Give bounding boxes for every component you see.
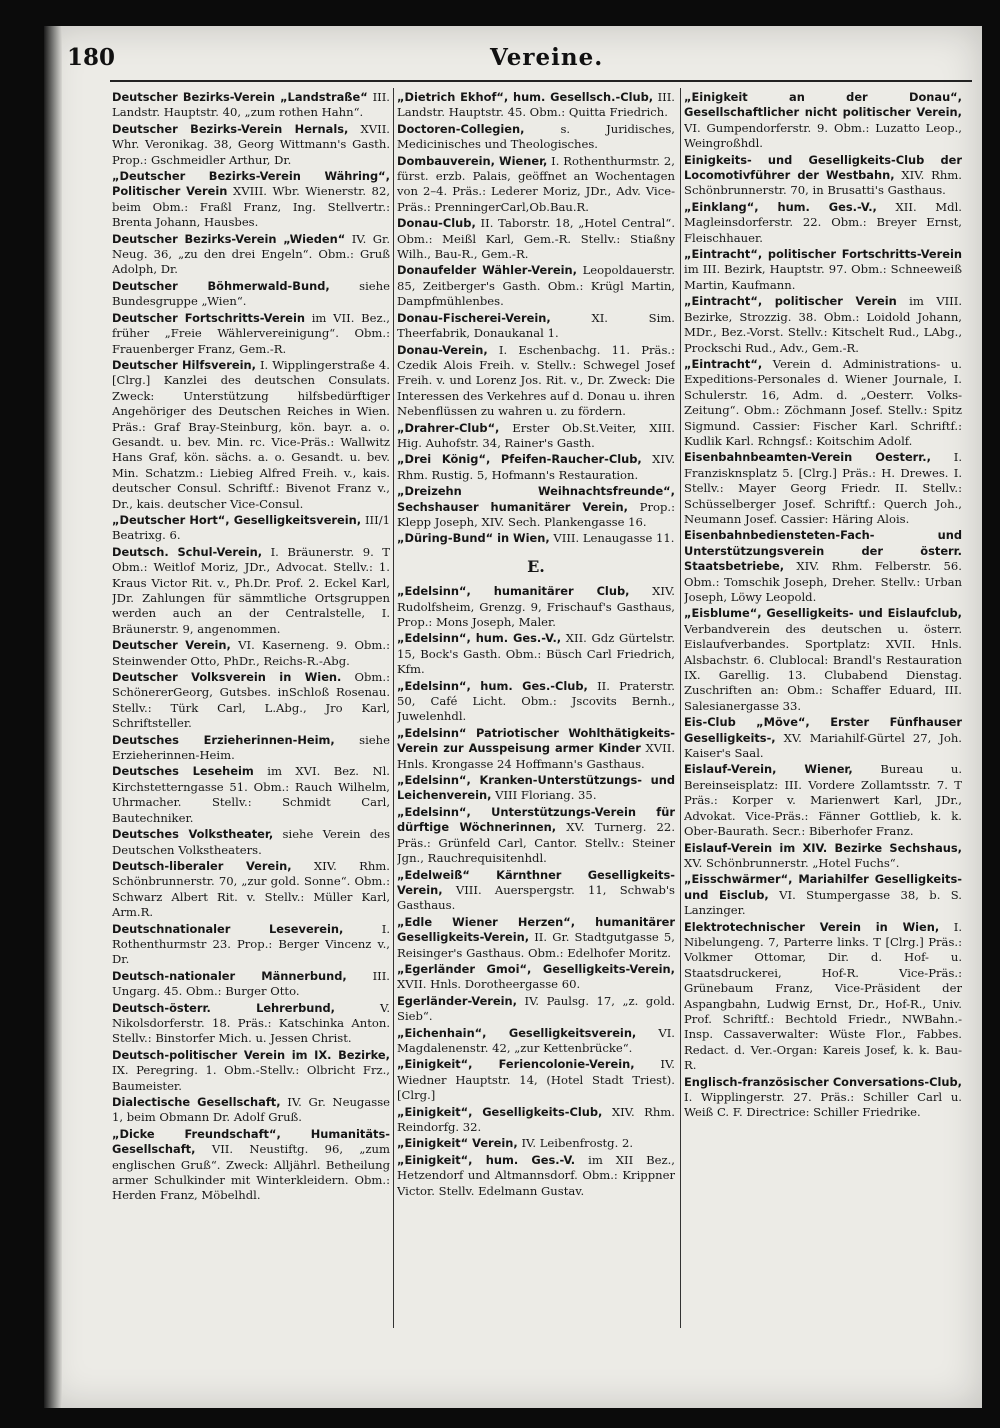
entry-heading: „Dicke Freundschaft“, Humanitäts-Gesellschaft,: [112, 1126, 390, 1157]
directory-entry: [112, 311, 390, 357]
entry-heading: „Düring-Bund“ in Wien,: [397, 531, 550, 546]
directory-entry: [684, 528, 962, 605]
entry-details: IV. Wiedner Hauptstr. 14, (Hotel Stadt Triest). [Clrg.]: [397, 1057, 675, 1103]
entry-details: im XVI. Bez. Nl. Kirchstetterngasse 51. Obm.: Rauch Wilhelm, Uhrmacher. Stellv.: Schmidt Carl, Bautechniker.: [112, 764, 390, 825]
entry-details: siehe Bundesgruppe „Wien“.: [112, 278, 390, 309]
entry-details: XIV. Rhm. Felberstr. 56. Obm.: Tomschik Joseph, Dreher. Stellv.: Urban Joseph, Löwy Leopold.: [684, 559, 962, 604]
entry-details: Leopoldauerstr. 85, Zeitberger's Gasth. Obm.: Krügl Martin, Dampfmühlenbes.: [397, 263, 675, 309]
entry-details: XIV. Rhm. Rustig. 5, Hofmann's Restauration.: [397, 452, 675, 482]
directory-entry: [397, 994, 675, 1025]
entry-heading: „Egerländer Gmoi“, Geselligkeits-Verein,: [397, 961, 675, 976]
entry-heading: „Einigkeit“ Verein,: [397, 1136, 518, 1151]
entry-heading: Eis-Club „Möve“, Erster Fünfhauser Geselligkeits-,: [684, 715, 962, 745]
entry-heading: Doctoren-Collegien,: [397, 121, 525, 136]
entry-heading: „Edelsinn“, Unterstützungs-Verein für dürftige Wöchnerinnen,: [397, 804, 675, 835]
entry-heading: Englisch-französischer Conversations-Club,: [684, 1074, 962, 1089]
directory-entry: [112, 638, 390, 669]
directory-entry: [684, 90, 962, 152]
directory-entry: [397, 1153, 675, 1199]
entry-heading: Deutscher Bezirks-Verein „Wieden“: [112, 231, 346, 246]
entry-heading: „Drahrer-Club“,: [397, 420, 500, 435]
entry-details: im VII. Bez., früher „Freie Wählervereinigung“. Obm.: Frauenberger Franz, Gem.-R.: [112, 310, 390, 356]
entry-heading: „Einigkeit“, Geselligkeits-Club,: [397, 1104, 603, 1119]
entry-details: Erster Ob.St.Veiter, XIII. Hig. Auhofstr. 34, Rainer's Gasth.: [397, 420, 675, 450]
entry-details: VIII. Auerspergstr. 11, Schwab's Gasthaus.: [397, 882, 675, 913]
directory-entry: [397, 1136, 675, 1151]
directory-entry: [397, 805, 675, 867]
entry-heading: Deutsch. Schul-Verein,: [112, 544, 263, 559]
directory-entry: [397, 962, 675, 993]
column-middle: [397, 90, 675, 1330]
entry-details: XV. Mariahilf-Gürtel 27, Joh. Kaiser's Saal.: [684, 730, 962, 761]
entry-heading: „Dietrich Ekhof“, hum. Gesellsch.-Club,: [397, 90, 654, 104]
entry-heading: Donau-Fischerei-Verein,: [397, 310, 551, 325]
directory-entry: [112, 232, 390, 278]
entry-heading: „Drei König“, Pfeifen-Raucher-Club,: [397, 452, 642, 467]
entry-details: II. Gr. Stadtgutgasse 5, Reisinger's Gasthaus. Obm.: Edelhofer Moritz.: [397, 930, 675, 960]
column-rule-left: [393, 88, 394, 1328]
entry-heading: Deutschnationaler Leseverein,: [112, 921, 344, 936]
directory-entry: [397, 452, 675, 483]
directory-entry: [684, 450, 962, 527]
directory-entry: [684, 715, 962, 761]
entry-heading: „Eintracht“, politischer Fortschritts-Verein: [684, 247, 962, 262]
entry-heading: Deutsches Leseheim: [112, 764, 254, 779]
entry-details: V. Nikolsdorferstr. 18. Präs.: Katschinka Anton. Stellv.: Binstorfer Mich. u. Jessen Christ.: [112, 1000, 390, 1046]
entry-heading: Elektrotechnischer Verein in Wien,: [684, 919, 940, 934]
entry-details: XIV. Rudolfsheim, Grenzg. 9, Frischauf's Gasthaus, Prop.: Mons Joseph, Maler.: [397, 584, 675, 629]
directory-entry: [397, 311, 675, 342]
directory-entry: [397, 584, 675, 630]
directory-entry: [112, 764, 390, 826]
entry-details: im VIII. Bezirke, Strozzig. 38. Obm.: Loidold Johann, MDr., Bez.-Vorst. Stellv.: Kitschelt Rud., LAbg., Prockschi Rud., Adv., Gem.-R.: [684, 294, 962, 355]
entry-details: I. Eschenbachg. 11. Präs.: Czedik Alois Freih. v. Stellv.: Schwegel Josef Freih. v. und Lorenz Jos. Rit. v., Dr. Zweck: Die Interessen des Verkehres auf d. Donau u. ihren Nebenflüssen zu wahren u. zu fördern.: [397, 342, 675, 419]
directory-entry: [112, 1127, 390, 1204]
entry-heading: Eislauf-Verein, Wiener,: [684, 762, 853, 777]
entry-heading: „Dreizehn Weihnachtsfreunde“, Sechshauser humanitärer Verein,: [397, 484, 675, 514]
entry-details: XVIII. Wbr. Wienerstr. 82, beim Obm.: Fraßl Franz, Ing. Stellvertr.: Brenta Johann, Hausbes.: [112, 184, 390, 230]
directory-entry: [112, 358, 390, 512]
entry-details: XVII. Hnls. Dorotheergasse 60.: [397, 977, 581, 992]
directory-entry: [397, 90, 675, 121]
directory-entry: [397, 679, 675, 725]
entry-details: I. Wipplingerstr. 27. Präs.: Schiller Carl u. Weiß C. F. Directrice: Schiller Friedrike.: [684, 1090, 962, 1120]
entry-details: I. Franzisknsplatz 5. [Clrg.] Präs.: H. Drewes. I. Stellv.: Mayer Georg Friedr. II. Stellv.: Schüsselberger Josef. Schriftf.: Querch Joh., Neumann Josef. Cassier: Häring Alois.: [684, 450, 962, 526]
directory-entry: [397, 915, 675, 961]
entry-heading: Deutscher Verein,: [112, 638, 231, 653]
column-right: [684, 90, 962, 1330]
entry-details: VII. Neustiftg. 96, „zum englischen Gruß“. Zweck: Alljährl. Betheilung armer Schulkinder mit Winterkleidern. Obm.: Herden Franz, Möbelhdl.: [112, 1142, 390, 1203]
entry-details: Bureau u. Bereinseisplatz: III. Vordere Zollamtsstr. 7. T Präs.: Korper v. Marienwert Karl, JDr., Advokat. Vice-Präs.: Fänner Gottlieb, k. k. Ober-Baurath. Secr.: Biberhofer Franz.: [684, 762, 962, 839]
entry-heading: „Eintracht“,: [684, 356, 763, 371]
column-left: [112, 90, 390, 1330]
directory-entry: [684, 357, 962, 449]
entry-details: I. Nibelungeng. 7, Parterre links. T [Clrg.] Präs.: Volkmer Ottomar, Dir. d. Hof- u. Staatsdruckerei, Hof-R. Vice-Präs.: Grünebaum Franz, Vice-Präsident der Aspangbahn, Ludwig Ernst, Dr., Hof-R., Univ. Prof. Schriftf.: Bechtold Friedr., NWBahn.-Insp. Cassaverwalter: Wüste Flor., Fabbes. Redact. d. Ver.-Organ: Kareis Josef, k. k. Bau-R.: [684, 919, 962, 1073]
entry-heading: „Einigkeit“, hum. Ges.-V.: [397, 1152, 576, 1167]
directory-entry: [397, 531, 675, 546]
entry-details: VIII Floriang. 35.: [495, 788, 597, 803]
directory-entry: [397, 726, 675, 772]
directory-entry: [397, 868, 675, 914]
entry-details: IV. Leibenfrostg. 2.: [521, 1136, 634, 1151]
directory-entry: [684, 762, 962, 839]
entry-details: im XII Bez., Hetzendorf und Altmannsdorf. Obm.: Krippner Victor. Stellv. Edelmann Gustav.: [397, 1152, 675, 1198]
directory-entry: [397, 263, 675, 309]
entry-details: VI. Magdalenenstr. 42, „zur Kettenbrücke“.: [397, 1025, 675, 1055]
entry-heading: Deutscher Bezirks-Verein Hernals,: [112, 121, 349, 136]
entry-details: Obm.: SchönererGeorg, Gutsbes. inSchloß Rosenau. Stellv.: Türk Carl, L.Abg., Jro Karl, Schriftsteller.: [112, 670, 390, 731]
entry-heading: Donau-Club,: [397, 216, 476, 231]
entry-details: I. Rothenthurmstr. 2, fürst. erzb. Palais, geöffnet an Wochentagen von 2–4. Präs.: Lederer Moriz, JDr., Adv. Vice-Präs.: PrenningerCarl,Ob.Bau.R.: [397, 153, 675, 214]
directory-entry: [112, 279, 390, 310]
directory-entry: [112, 670, 390, 732]
entry-details: I. Bräunerstr. 9. T Obm.: Weitlof Moriz, JDr., Advocat. Stellv.: 1. Kraus Victor Rit. v., Ph.Dr. Prof. 2. Eckel Karl, JDr. Zahlungen für sämmtliche Ortsgruppen werden auch an der Centralstelle, I. Bräunerstr. 9, angenommen.: [112, 544, 390, 636]
entry-heading: „Eisschwärmer“, Mariahilfer Geselligkeits- und Eisclub,: [684, 872, 962, 902]
entry-heading: Deutscher Volksverein in Wien.: [112, 670, 342, 685]
directory-entry: [397, 773, 675, 804]
directory-entry: [112, 169, 390, 231]
entry-heading: Donaufelder Wähler-Verein,: [397, 263, 577, 278]
entry-heading: Deutscher Böhmerwald-Bund,: [112, 278, 330, 293]
entry-details: Verein d. Administrations- u. Expeditions-Personales d. Wiener Journale, I. Schulerstr. 16, Adm. d. „Oesterr. Volks-Zeitung“. Obm.: Zöchmann Josef. Stellv.: Spitz Sigmund. Cassier: Fischer Karl. Schriftf.: Kudlik Karl. Rchngsf.: Koitschim Adolf.: [684, 356, 962, 448]
entry-details: III. Landstr. Hauptstr. 45. Obm.: Quitta Friedrich.: [397, 90, 675, 120]
entry-details: VIII. Lenaugasse 11.: [553, 531, 675, 546]
page-binding-edge: [44, 26, 62, 1408]
entry-details: siehe Erzieherinnen-Heim.: [112, 732, 390, 763]
entry-heading: „Edelsinn“, hum. Ges.-Club,: [397, 678, 588, 693]
directory-entry: [684, 920, 962, 1074]
entry-heading: „Deutscher Hort“, Geselligkeitsverein,: [112, 512, 362, 527]
entry-details: siehe Verein des Deutschen Volkstheaters.: [112, 827, 390, 857]
page-number: 180: [67, 44, 116, 71]
entry-heading: „Edelsinn“ Patriotischer Wohlthätigkeits-Verein zur Ausspeisung armer Kinder: [397, 725, 675, 756]
directory-entry: [112, 1001, 390, 1047]
entry-heading: Deutsch-liberaler Verein,: [112, 858, 292, 873]
directory-entry: [684, 247, 962, 293]
directory-entry: [397, 154, 675, 216]
entry-heading: „Edle Wiener Herzen“, humanitärer Geselligkeits-Verein,: [397, 914, 675, 945]
entry-heading: „Eisblume“, Geselligkeits- und Eislaufclub,: [684, 606, 962, 621]
section-letter: E.: [527, 556, 545, 576]
entry-details: VI. Gumpendorferstr. 9. Obm.: Luzatto Leop., Weingroßhdl.: [684, 120, 962, 151]
directory-entry: [397, 1105, 675, 1136]
entry-heading: „Eichenhain“, Geselligkeitsverein,: [397, 1025, 637, 1040]
entry-details: IX. Peregring. 1. Obm.-Stellv.: Olbricht Frz., Baumeister.: [112, 1063, 390, 1093]
entry-details: II. Taborstr. 18, „Hotel Central“. Obm.: Meißl Karl, Gem.-R. Stellv.: Stiaßny Wilh., Bau-R., Gem.-R.: [397, 216, 675, 262]
entry-heading: Deutsch-österr. Lehrerbund,: [112, 1000, 335, 1015]
running-head: Vereine.: [490, 44, 604, 71]
directory-entry: [397, 421, 675, 452]
entry-heading: Dombauverein, Wiener,: [397, 153, 548, 168]
entry-heading: „Einigkeit“, Feriencolonie-Verein,: [397, 1057, 635, 1072]
entry-details: XIV. Rhm. Schönbrunnerstr. 70, in Brusatti's Gasthaus.: [684, 168, 962, 198]
directory-entry: [684, 606, 962, 714]
directory-entry: [684, 200, 962, 246]
entry-heading: „Einklang“, hum. Ges.-V.,: [684, 199, 877, 214]
directory-entry: [112, 90, 390, 121]
directory-entry: [397, 343, 675, 420]
entry-details: im III. Bezirk, Hauptstr. 97. Obm.: Schneeweiß Martin, Kaufmann.: [684, 262, 962, 292]
entry-heading: Deutscher Hilfsverein,: [112, 357, 256, 372]
entry-details: XII. Mdl. Magleinsdorferstr. 22. Obm.: Breyer Ernst, Fleischhauer.: [684, 199, 962, 245]
entry-heading: Donau-Verein,: [397, 342, 488, 357]
entry-details: XII. Gdz Gürtelstr. 15, Bock's Gasth. Obm.: Büsch Carl Friedrich, Kfm.: [397, 631, 675, 677]
entry-heading: „Eintracht“, politischer Verein: [684, 294, 897, 309]
directory-entry: [112, 1095, 390, 1126]
entry-details: II. Praterstr. 50, Café Licht. Obm.: Jscovits Bernh., Juwelenhdl.: [397, 678, 675, 724]
entry-heading: Eisenbahnbediensteten-Fach- und Unterstützungsverein der österr. Staatsbetriebe,: [684, 528, 962, 574]
entry-details: IV. Gr. Neugasse 1, beim Obmann Dr. Adolf Gruß.: [112, 1095, 390, 1125]
entry-heading: „Edelsinn“, humanitärer Club,: [397, 584, 630, 599]
entry-details: XIV. Rhm. Schönbrunnerstr. 70, „zur gold. Sonne“. Obm.: Schwarz Albert Rit. v. Stellv.: Müller Karl, Arm.R.: [112, 858, 390, 920]
directory-entry: [397, 484, 675, 530]
entry-heading: „Edelweiß“ Kärnthner Geselligkeits-Verein,: [397, 867, 675, 897]
entry-details: s. Juridisches, Medicinisches und Theologisches.: [397, 121, 675, 152]
directory-entry: [684, 153, 962, 199]
directory-entry: [112, 969, 390, 1000]
entry-details: III. Ungarg. 45. Obm.: Burger Otto.: [112, 968, 390, 999]
entry-details: I. Rothenthurmstr 23. Prop.: Berger Vincenz v., Dr.: [112, 921, 390, 967]
entry-details: VI. Kaserneng. 9. Obm.: Steinwender Otto, PhDr., Reichs-R.-Abg.: [112, 638, 390, 668]
entry-details: Verbandverein des deutschen u. österr. Eislaufverbandes. Sportplatz: XVII. Hnls. Alsbachstr. 6. Clublocal: Brandl's Restauration IX. Garellig. 13. Clubabend Dienstag. Zuschriften an: Obm.: Schaffer Eduard, III. Salesianergasse 33.: [684, 621, 962, 713]
entry-heading: Einigkeits- und Geselligkeits-Club der Locomotivführer der Westbahn,: [684, 152, 962, 183]
directory-entry: [397, 1057, 675, 1103]
entry-details: XI. Sim. Theerfabrik, Donaukanal 1.: [397, 310, 675, 341]
entry-details: I. Wipplingerstraße 4. [Clrg.] Kanzlei des deutschen Consulats. Zweck: Unterstützung hilfsbedürftiger Angehöriger des Deutschen Reiches in Wien. Präs.: Graf Bray-Steinburg, kön. bayr. a. o. Gesandt. u. bev. Min. rc. Vice-Präs.: Wallwitz Hans Graf, kön. sächs. a. o. Gesandt. u. bev. Min. Schatzm.: Liebieg Alfred Freih. v., kais. deutscher Consul. Schriftf.: Bivenot Franz v., Dr., kais. deutscher Vice-Consul.: [112, 357, 390, 511]
entry-heading: Eislauf-Verein im XIV. Bezirke Sechshaus,: [684, 840, 962, 855]
entry-details: XV. Turnerg. 22. Präs.: Grünfeld Carl, Cantor. Stellv.: Steiner Jgn., Rauchrequisitenhdl.: [397, 820, 675, 866]
entry-heading: Deutsch-nationaler Männerbund,: [112, 968, 347, 983]
entry-details: XV. Schönbrunnerstr. „Hotel Fuchs“.: [684, 855, 900, 870]
column-rule-right: [680, 88, 681, 1328]
directory-entry: [112, 922, 390, 968]
directory-entry: [112, 859, 390, 921]
directory-entry: [684, 872, 962, 918]
entry-details: Prop.: Klepp Joseph, XIV. Sech. Plankengasse 16.: [397, 499, 675, 529]
directory-entry: [112, 545, 390, 637]
entry-details: VI. Stumpergasse 38, b. S. Lanzinger.: [684, 887, 962, 918]
directory-entry: [684, 841, 962, 872]
directory-entry: [397, 122, 675, 153]
directory-entry: [112, 513, 390, 544]
header-rule: [110, 80, 972, 82]
directory-entry: [112, 122, 390, 168]
entry-heading: Deutsches Volkstheater,: [112, 827, 274, 842]
entry-heading: Dialectische Gesellschaft,: [112, 1095, 281, 1109]
directory-entry: [397, 1026, 675, 1057]
directory-entry: [684, 294, 962, 356]
directory-entry: [112, 1048, 390, 1094]
directory-entry: [112, 733, 390, 764]
directory-entry: [397, 631, 675, 677]
entry-details: III/1 Beatrixg. 6.: [112, 512, 390, 543]
entry-details: IV. Gr. Neug. 36, „zu den drei Engeln“. Obm.: Gruß Adolph, Dr.: [112, 231, 390, 277]
directory-entry: [684, 1075, 962, 1121]
entry-heading: Deutsch-politischer Verein im IX. Bezirke,: [112, 1047, 390, 1062]
directory-entry: [397, 216, 675, 262]
entry-heading: „Edelsinn“, hum. Ges.-V.,: [397, 631, 562, 646]
entry-heading: Egerländer-Verein,: [397, 993, 517, 1008]
entry-heading: „Edelsinn“, Kranken-Unterstützungs- und Leichenverein,: [397, 773, 675, 803]
entry-details: XVII. Hnls. Krongasse 24 Hoffmann's Gasthaus.: [397, 741, 675, 771]
entry-details: III. Landstr. Hauptstr. 40, „zum rothen Hahn“.: [112, 90, 390, 120]
entry-details: IV. Paulsg. 17, „z. gold. Sieb“.: [397, 993, 675, 1024]
entry-heading: „Einigkeit an der Donau“, Gesellschaftlicher nicht politischer Verein,: [684, 90, 962, 120]
entry-heading: Deutscher Fortschritts-Verein: [112, 310, 305, 325]
directory-entry: [112, 827, 390, 858]
entry-heading: „Deutscher Bezirks-Verein Währing“, Politischer Verein: [112, 169, 390, 199]
entry-heading: Deutsches Erzieherinnen-Heim,: [112, 732, 335, 747]
entry-heading: Deutscher Bezirks-Verein „Landstraße“: [112, 90, 368, 104]
entry-details: XVII. Whr. Veronikag. 38, Georg Wittmann's Gasth. Prop.: Gschmeidler Arthur, Dr.: [112, 121, 390, 167]
entry-details: XIV. Rhm. Reindorfg. 32.: [397, 1104, 675, 1134]
entry-heading: Eisenbahnbeamten-Verein Oesterr.,: [684, 450, 931, 465]
